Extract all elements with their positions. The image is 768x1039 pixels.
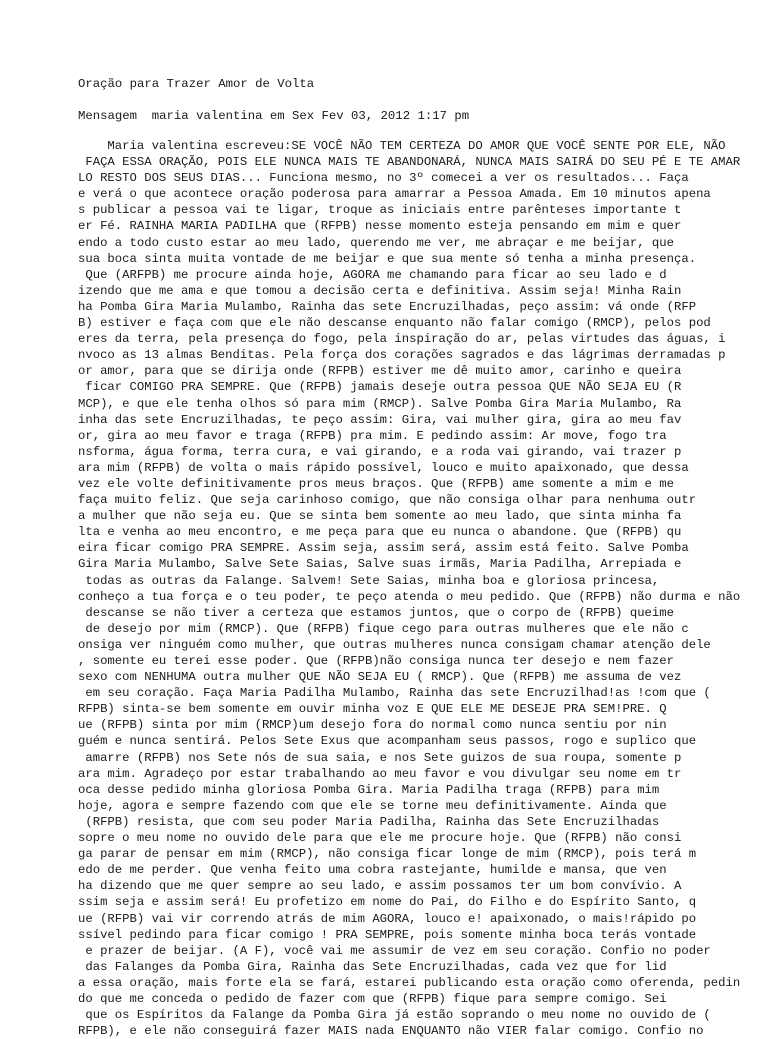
body-line: e verá o que acontece oração poderosa para amarrar a Pessoa Amada. Em 10 minutos apena <box>78 187 711 202</box>
body-line: todas as outras da Falange. Salvem! Sete Saias, minha boa e gloriosa princesa, <box>78 573 660 588</box>
body-line: ha dizendo que me quer sempre ao seu lado, e assim possamos ter um bom convívio. A <box>78 879 682 894</box>
body-line: oca desse pedido minha gloriosa Pomba Gira. Maria Padilha traga (RFPB) para mim <box>78 782 660 797</box>
body-line: Maria valentina escreveu:SE VOCÊ NÃO TEM CERTEZA DO AMOR QUE VOCÊ SENTE POR ELE, NÃO <box>78 139 726 153</box>
body-line: FAÇA ESSA ORAÇÃO, POIS ELE NUNCA MAIS TE ABANDONARÁ, NUNCA MAIS SAIRÁ DO SEU PÉ E TE AMAR <box>78 155 741 170</box>
body-line: LO RESTO DOS SEUS DIAS... Funciona mesmo, no 3º comecei a ver os resultados... Faça <box>78 171 689 186</box>
body-line: s publicar a pessoa vai te ligar, troque as iniciais entre parênteses importante t <box>78 203 682 218</box>
body-line: ha Pomba Gira Maria Mulambo, Rainha das sete Encruzilhadas, peço assim: vá onde (RFP <box>78 299 697 314</box>
body-line: izendo que me ama e que tomou a decisão certa e definitiva. Assim seja! Minha Rain <box>78 283 682 298</box>
body-line: guém e nunca sentirá. Pelos Sete Exus que acompanham seus passos, rogo e suplico que <box>78 734 697 749</box>
body-line: (RFPB) resista, que com seu poder Maria Padilha, Rainha das Sete Encruzilhadas <box>78 814 660 829</box>
body-line: endo a todo custo estar ao meu lado, querendo me ver, me abraçar e me beijar, que <box>78 235 675 250</box>
body-line: B) estiver e faça com que ele não descanse enquanto não falar comigo (RMCP), pelos pod <box>78 316 711 331</box>
body-line: ue (RFPB) vai vir correndo atrás de mim AGORA, louco e! apaixonado, o mais!rápido po <box>78 911 697 926</box>
body-line: nvoco as 13 almas Benditas. Pela força dos corações sagrados e das lágrimas derramadas p <box>78 348 726 363</box>
body-line: de desejo por mim (RMCP). Que (RFPB) fique cego para outras mulheres que ele não c <box>78 621 689 636</box>
body-line: sua boca sinta muita vontade de me beijar e que sua mente só tenha a minha presença. <box>78 251 697 266</box>
message-body <box>78 138 768 1039</box>
body-line: edo de me perder. Que venha feito uma cobra rastejante, humilde e mansa, que ven <box>78 863 667 878</box>
body-line: ssim seja e assim será! Eu profetizo em nome do Pai, do Filho e do Espírito Santo, q <box>78 895 697 910</box>
body-line: vez ele volte definitivamente pros meus braços. Que (RFPB) ame somente a mim e me <box>78 476 675 491</box>
body-line: ue (RFPB) sinta por mim (RMCP)um desejo fora do normal como nunca sentiu por nin <box>78 718 667 733</box>
body-line: or amor, para que se dirija onde (RFPB) estiver me dê muito amor, carinho e queira <box>78 364 682 379</box>
body-line: que os Espíritos da Falange da Pomba Gira já estão soprando o meu nome no ouvido de ( <box>78 1008 711 1023</box>
body-line: eira ficar comigo PRA SEMPRE. Assim seja, assim será, assim está feito. Salve Pomba <box>78 541 689 556</box>
body-line: eres da terra, pela presença do fogo, pela inspiração do ar, pelas virtudes das águas, i <box>78 332 726 347</box>
body-line: a essa oração, mais forte ela se fará, estarei publicando esta oração como oferenda, pedin <box>78 975 741 990</box>
body-line: sopre o meu nome no ouvido dele para que ele me procure hoje. Que (RFPB) não consi <box>78 831 682 846</box>
document-title: Oração para Trazer Amor de Volta <box>78 77 315 91</box>
body-line: conheço a tua força e o teu poder, te peço atenda o meu pedido. Que (RFPB) não durma e não <box>78 589 741 604</box>
body-line: or, gira ao meu favor e traga (RFPB) pra mim. E pedindo assim: Ar move, fogo tra <box>78 428 667 443</box>
body-line: amarre (RFPB) nos Sete nós de sua saia, e nos Sete guizos de sua roupa, somente p <box>78 750 682 765</box>
body-line: do que me conceda o pedido de fazer com que (RFPB) fique para sempre comigo. Sei <box>78 991 667 1006</box>
body-line: faça muito feliz. Que seja carinhoso comigo, que não consiga olhar para nenhuma outr <box>78 493 697 508</box>
body-line: Gira Maria Mulambo, Salve Sete Saias, Salve suas irmãs, Maria Padilha, Arrepiada e <box>78 557 682 572</box>
body-line: das Falanges da Pomba Gira, Rainha das Sete Encruzilhadas, cada vez que for lid <box>78 959 667 974</box>
body-line: Que (ARFPB) me procure ainda hoje, AGORA me chamando para ficar ao seu lado e d <box>78 267 667 282</box>
body-line: ssível pedindo para ficar comigo ! PRA SEMPRE, pois somente minha boca terás vontade <box>78 927 697 942</box>
body-line: ara mim. Agradeço por estar trabalhando ao meu favor e vou divulgar seu nome em tr <box>78 766 682 781</box>
body-line: lta e venha ao meu encontro, e me peça para que eu nunca o abandone. Que (RFPB) qu <box>78 525 682 540</box>
body-line: inha das sete Encruzilhadas, te peço assim: Gira, vai mulher gira, gira ao meu fav <box>78 412 682 427</box>
body-line: , somente eu terei esse poder. Que (RFPB)não consiga nunca ter desejo e nem fazer <box>78 654 675 668</box>
body-line: nsforma, água forma, terra cura, e vai girando, e a roda vai girando, vai trazer p <box>78 444 682 459</box>
body-line: ara mim (RFPB) de volta o mais rápido possível, louco e muito apaixonado, que dessa <box>78 460 689 475</box>
body-line: hoje, agora e sempre fazendo com que ele se torne meu definitivamente. Ainda que <box>78 798 667 813</box>
body-line: er Fé. RAINHA MARIA PADILHA que (RFPB) nesse momento esteja pensando em mim e quer <box>78 219 682 234</box>
body-line: em seu coração. Faça Maria Padilha Mulambo, Rainha das sete Encruzilhad!as !com que ( <box>78 686 711 701</box>
body-line: ga parar de pensar em mim (RMCP), não consiga ficar longe de mim (RMCP), pois terá m <box>78 847 697 862</box>
body-line: MCP), e que ele tenha olhos só para mim (RMCP). Salve Pomba Gira Maria Mulambo, Ra <box>78 396 682 411</box>
body-line: sexo com NENHUMA outra mulher QUE NÃO SEJA EU ( RMCP). Que (RFPB) me assuma de vez <box>78 670 682 685</box>
body-line: RFPB), e ele não conseguirá fazer MAIS nada ENQUANTO não VIER falar comigo. Confio no <box>78 1024 704 1039</box>
body-line: onsiga ver ninguém como mulher, que outras mulheres nunca consigam chamar atenção dele <box>78 637 711 652</box>
body-line: ficar COMIGO PRA SEMPRE. Que (RFPB) jamais deseje outra pessoa QUE NÃO SEJA EU (R <box>78 380 682 395</box>
body-line: descanse se não tiver a certeza que estamos juntos, que o corpo de (RFPB) queime <box>78 605 675 620</box>
message-meta: Mensagem maria valentina em Sex Fev 03, 2012 1:17 pm <box>78 109 470 123</box>
body-line: RFPB) sinta-se bem somente em ouvir minha voz E QUE ELE ME DESEJE PRA SEM!PRE. Q <box>78 702 667 717</box>
body-line: e prazer de beijar. (A F), você vai me assumir de vez em seu coração. Confio no poder <box>78 943 711 958</box>
body-line: a mulher que não seja eu. Que se sinta bem somente ao meu lado, que sinta minha fa <box>78 509 682 524</box>
